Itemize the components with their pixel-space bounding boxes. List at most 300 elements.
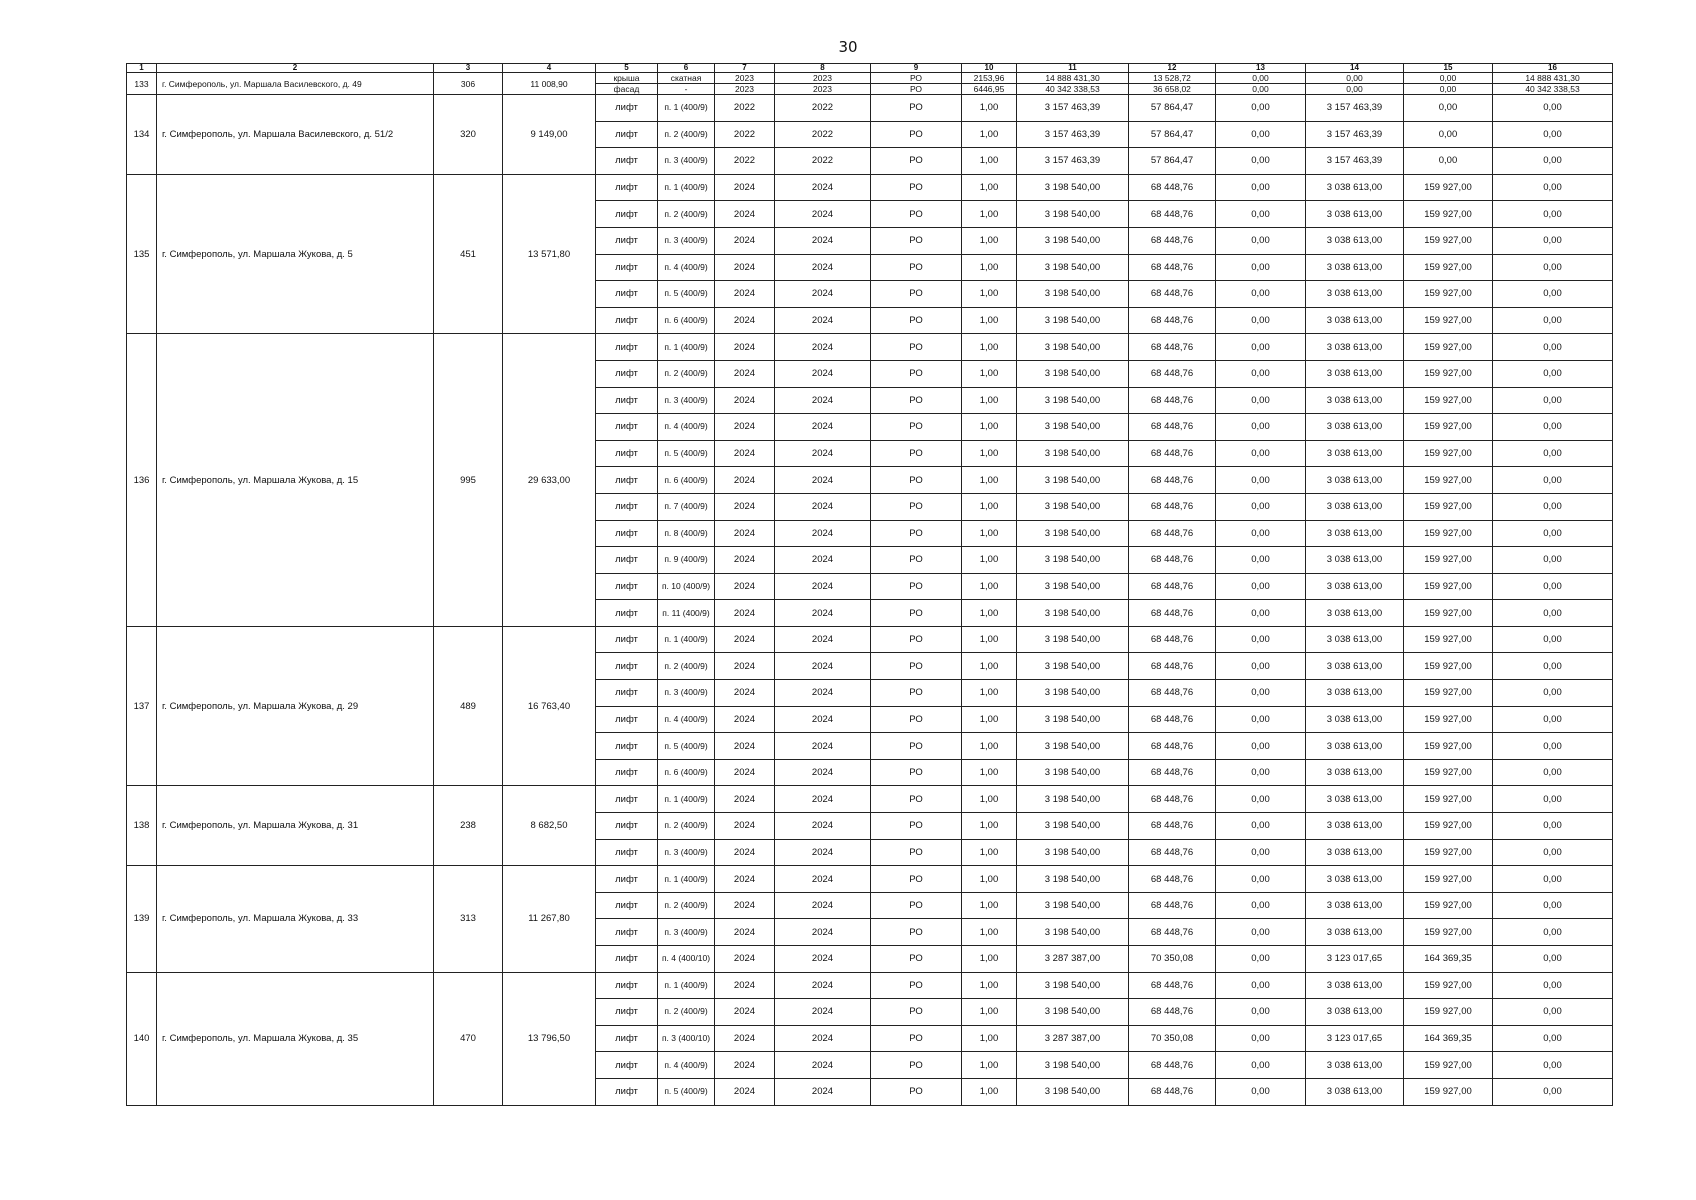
fund-cell: 3 038 613,00 <box>1306 254 1404 281</box>
fund-cell: 3 038 613,00 <box>1306 307 1404 334</box>
unit-cost-cell: 36 658,02 <box>1129 84 1216 95</box>
fund-cell: 159 927,00 <box>1404 653 1493 680</box>
total-cost-cell: 3 157 463,39 <box>1017 148 1129 175</box>
fund-cell: 3 038 613,00 <box>1306 360 1404 387</box>
entrance-cell: скатная <box>658 73 715 84</box>
fund-cell: 0,00 <box>1493 706 1613 733</box>
year-end-cell: 2022 <box>775 95 871 122</box>
total-cost-cell: 3 198 540,00 <box>1017 573 1129 600</box>
year-start-cell: 2024 <box>715 759 775 786</box>
fund-cell: 0,00 <box>1493 759 1613 786</box>
fund-cell: 0,00 <box>1216 414 1306 441</box>
year-start-cell: 2024 <box>715 547 775 574</box>
residents-cell: 451 <box>434 174 503 334</box>
fund-cell: 0,00 <box>1493 999 1613 1026</box>
entrance-cell: п. 5 (400/9) <box>658 440 715 467</box>
area-cell: 16 763,40 <box>503 626 596 786</box>
year-end-cell: 2024 <box>775 440 871 467</box>
method-cell: РО <box>871 84 962 95</box>
fund-cell: 0,00 <box>1404 84 1493 95</box>
year-end-cell: 2024 <box>775 201 871 228</box>
entrance-cell: п. 3 (400/9) <box>658 919 715 946</box>
method-cell: РО <box>871 334 962 361</box>
fund-cell: 3 038 613,00 <box>1306 919 1404 946</box>
total-cost-cell: 3 198 540,00 <box>1017 467 1129 494</box>
fund-cell: 0,00 <box>1216 121 1306 148</box>
volume-cell: 1,00 <box>962 493 1017 520</box>
table-row <box>127 626 1613 653</box>
method-cell: РО <box>871 73 962 84</box>
fund-cell: 159 927,00 <box>1404 440 1493 467</box>
fund-cell: 3 038 613,00 <box>1306 493 1404 520</box>
year-end-cell: 2024 <box>775 467 871 494</box>
fund-cell: 0,00 <box>1216 946 1306 973</box>
entrance-cell: п. 2 (400/9) <box>658 360 715 387</box>
method-cell: РО <box>871 414 962 441</box>
entrance-cell: п. 5 (400/9) <box>658 733 715 760</box>
fund-cell: 3 038 613,00 <box>1306 174 1404 201</box>
volume-cell: 1,00 <box>962 1052 1017 1079</box>
fund-cell: 159 927,00 <box>1404 254 1493 281</box>
fund-cell: 0,00 <box>1493 467 1613 494</box>
fund-cell: 0,00 <box>1216 281 1306 308</box>
total-cost-cell: 3 198 540,00 <box>1017 281 1129 308</box>
method-cell: РО <box>871 95 962 122</box>
unit-cost-cell: 57 864,47 <box>1129 95 1216 122</box>
fund-cell: 0,00 <box>1216 759 1306 786</box>
fund-cell: 0,00 <box>1216 866 1306 893</box>
method-cell: РО <box>871 281 962 308</box>
fund-cell: 0,00 <box>1216 440 1306 467</box>
address-cell: г. Симферополь, ул. Маршала Василевского, д. 49 <box>157 73 434 95</box>
volume-cell: 1,00 <box>962 254 1017 281</box>
unit-cost-cell: 68 448,76 <box>1129 1052 1216 1079</box>
fund-cell: 0,00 <box>1493 733 1613 760</box>
table-row <box>127 73 1613 84</box>
fund-cell: 3 038 613,00 <box>1306 733 1404 760</box>
table-body <box>127 73 1613 1106</box>
fund-cell: 3 038 613,00 <box>1306 653 1404 680</box>
fund-cell: 0,00 <box>1216 227 1306 254</box>
year-end-cell: 2024 <box>775 520 871 547</box>
method-cell: РО <box>871 201 962 228</box>
method-cell: РО <box>871 174 962 201</box>
fund-cell: 0,00 <box>1493 387 1613 414</box>
fund-cell: 0,00 <box>1493 547 1613 574</box>
fund-cell: 3 038 613,00 <box>1306 999 1404 1026</box>
fund-cell: 0,00 <box>1216 813 1306 840</box>
volume-cell: 1,00 <box>962 919 1017 946</box>
fund-cell: 0,00 <box>1216 73 1306 84</box>
table-header <box>127 64 1613 73</box>
year-start-cell: 2022 <box>715 121 775 148</box>
year-start-cell: 2024 <box>715 1052 775 1079</box>
column-header: 4 <box>503 64 596 73</box>
volume-cell: 1,00 <box>962 892 1017 919</box>
fund-cell: 3 038 613,00 <box>1306 972 1404 999</box>
method-cell: РО <box>871 759 962 786</box>
year-end-cell: 2024 <box>775 999 871 1026</box>
fund-cell: 0,00 <box>1493 95 1613 122</box>
unit-cost-cell: 68 448,76 <box>1129 600 1216 627</box>
method-cell: РО <box>871 733 962 760</box>
residents-cell: 313 <box>434 866 503 972</box>
table-row <box>127 786 1613 813</box>
column-header: 13 <box>1216 64 1306 73</box>
entrance-cell: п. 3 (400/9) <box>658 839 715 866</box>
entrance-cell: п. 3 (400/9) <box>658 387 715 414</box>
fund-cell: 0,00 <box>1493 680 1613 707</box>
unit-cost-cell: 70 350,08 <box>1129 1025 1216 1052</box>
total-cost-cell: 3 198 540,00 <box>1017 706 1129 733</box>
volume-cell: 1,00 <box>962 201 1017 228</box>
unit-cost-cell: 68 448,76 <box>1129 680 1216 707</box>
address-cell: г. Симферополь, ул. Маршала Жукова, д. 31 <box>157 786 434 866</box>
unit-cost-cell: 68 448,76 <box>1129 653 1216 680</box>
row-number-cell: 135 <box>127 174 157 334</box>
row-number-cell: 140 <box>127 972 157 1105</box>
entrance-cell: п. 1 (400/9) <box>658 866 715 893</box>
year-start-cell: 2024 <box>715 467 775 494</box>
fund-cell: 159 927,00 <box>1404 227 1493 254</box>
address-cell: г. Симферополь, ул. Маршала Жукова, д. 15 <box>157 334 434 627</box>
total-cost-cell: 40 342 338,53 <box>1017 84 1129 95</box>
year-start-cell: 2024 <box>715 600 775 627</box>
year-start-cell: 2024 <box>715 387 775 414</box>
fund-cell: 159 927,00 <box>1404 813 1493 840</box>
fund-cell: 0,00 <box>1216 600 1306 627</box>
total-cost-cell: 3 198 540,00 <box>1017 1052 1129 1079</box>
work-type-cell: лифт <box>596 972 658 999</box>
entrance-cell: п. 6 (400/9) <box>658 759 715 786</box>
repair-registry-table <box>126 63 1613 1106</box>
work-type-cell: лифт <box>596 680 658 707</box>
fund-cell: 159 927,00 <box>1404 972 1493 999</box>
column-header: 8 <box>775 64 871 73</box>
year-end-cell: 2024 <box>775 281 871 308</box>
total-cost-cell: 3 198 540,00 <box>1017 174 1129 201</box>
year-start-cell: 2024 <box>715 813 775 840</box>
column-header: 1 <box>127 64 157 73</box>
volume-cell: 1,00 <box>962 759 1017 786</box>
method-cell: РО <box>871 440 962 467</box>
year-end-cell: 2024 <box>775 866 871 893</box>
year-end-cell: 2024 <box>775 786 871 813</box>
unit-cost-cell: 68 448,76 <box>1129 334 1216 361</box>
unit-cost-cell: 68 448,76 <box>1129 387 1216 414</box>
fund-cell: 159 927,00 <box>1404 334 1493 361</box>
unit-cost-cell: 68 448,76 <box>1129 1078 1216 1105</box>
year-end-cell: 2024 <box>775 334 871 361</box>
work-type-cell: лифт <box>596 626 658 653</box>
total-cost-cell: 3 198 540,00 <box>1017 227 1129 254</box>
fund-cell: 0,00 <box>1493 121 1613 148</box>
volume-cell: 1,00 <box>962 227 1017 254</box>
method-cell: РО <box>871 999 962 1026</box>
total-cost-cell: 3 198 540,00 <box>1017 733 1129 760</box>
year-end-cell: 2023 <box>775 73 871 84</box>
work-type-cell: лифт <box>596 573 658 600</box>
volume-cell: 1,00 <box>962 866 1017 893</box>
entrance-cell: п. 4 (400/9) <box>658 1052 715 1079</box>
fund-cell: 3 038 613,00 <box>1306 786 1404 813</box>
work-type-cell: лифт <box>596 706 658 733</box>
year-start-cell: 2024 <box>715 281 775 308</box>
year-end-cell: 2024 <box>775 1078 871 1105</box>
fund-cell: 0,00 <box>1216 573 1306 600</box>
fund-cell: 164 369,35 <box>1404 1025 1493 1052</box>
total-cost-cell: 3 198 540,00 <box>1017 919 1129 946</box>
unit-cost-cell: 68 448,76 <box>1129 999 1216 1026</box>
fund-cell: 0,00 <box>1493 493 1613 520</box>
fund-cell: 3 123 017,65 <box>1306 1025 1404 1052</box>
year-start-cell: 2024 <box>715 786 775 813</box>
total-cost-cell: 3 198 540,00 <box>1017 866 1129 893</box>
work-type-cell: лифт <box>596 467 658 494</box>
column-header: 7 <box>715 64 775 73</box>
row-number-cell: 136 <box>127 334 157 627</box>
table-row <box>127 174 1613 201</box>
unit-cost-cell: 68 448,76 <box>1129 866 1216 893</box>
total-cost-cell: 3 198 540,00 <box>1017 493 1129 520</box>
year-end-cell: 2024 <box>775 706 871 733</box>
fund-cell: 3 038 613,00 <box>1306 626 1404 653</box>
year-start-cell: 2024 <box>715 440 775 467</box>
column-header: 6 <box>658 64 715 73</box>
year-start-cell: 2023 <box>715 73 775 84</box>
fund-cell: 0,00 <box>1493 520 1613 547</box>
fund-cell: 159 927,00 <box>1404 919 1493 946</box>
volume-cell: 1,00 <box>962 706 1017 733</box>
row-number-cell: 138 <box>127 786 157 866</box>
fund-cell: 3 038 613,00 <box>1306 547 1404 574</box>
year-start-cell: 2024 <box>715 307 775 334</box>
fund-cell: 0,00 <box>1493 440 1613 467</box>
work-type-cell: лифт <box>596 201 658 228</box>
unit-cost-cell: 68 448,76 <box>1129 813 1216 840</box>
address-cell: г. Симферополь, ул. Маршала Жукова, д. 5 <box>157 174 434 334</box>
fund-cell: 0,00 <box>1216 680 1306 707</box>
fund-cell: 159 927,00 <box>1404 573 1493 600</box>
year-end-cell: 2024 <box>775 626 871 653</box>
year-end-cell: 2024 <box>775 919 871 946</box>
entrance-cell: п. 4 (400/9) <box>658 254 715 281</box>
year-end-cell: 2024 <box>775 972 871 999</box>
unit-cost-cell: 68 448,76 <box>1129 972 1216 999</box>
row-number-cell: 137 <box>127 626 157 786</box>
fund-cell: 0,00 <box>1493 813 1613 840</box>
fund-cell: 0,00 <box>1404 73 1493 84</box>
volume-cell: 1,00 <box>962 307 1017 334</box>
work-type-cell: лифт <box>596 866 658 893</box>
year-start-cell: 2024 <box>715 706 775 733</box>
fund-cell: 0,00 <box>1493 227 1613 254</box>
fund-cell: 159 927,00 <box>1404 600 1493 627</box>
total-cost-cell: 3 198 540,00 <box>1017 626 1129 653</box>
fund-cell: 3 038 613,00 <box>1306 866 1404 893</box>
entrance-cell: п. 1 (400/9) <box>658 786 715 813</box>
year-start-cell: 2024 <box>715 919 775 946</box>
volume-cell: 1,00 <box>962 733 1017 760</box>
unit-cost-cell: 68 448,76 <box>1129 547 1216 574</box>
year-start-cell: 2024 <box>715 493 775 520</box>
total-cost-cell: 3 287 387,00 <box>1017 1025 1129 1052</box>
fund-cell: 3 038 613,00 <box>1306 334 1404 361</box>
total-cost-cell: 3 198 540,00 <box>1017 440 1129 467</box>
entrance-cell: п. 1 (400/9) <box>658 972 715 999</box>
fund-cell: 0,00 <box>1493 174 1613 201</box>
year-end-cell: 2024 <box>775 547 871 574</box>
volume-cell: 1,00 <box>962 946 1017 973</box>
year-start-cell: 2024 <box>715 866 775 893</box>
fund-cell: 159 927,00 <box>1404 467 1493 494</box>
year-start-cell: 2024 <box>715 999 775 1026</box>
volume-cell: 1,00 <box>962 387 1017 414</box>
fund-cell: 0,00 <box>1216 653 1306 680</box>
work-type-cell: лифт <box>596 1078 658 1105</box>
work-type-cell: лифт <box>596 148 658 175</box>
method-cell: РО <box>871 839 962 866</box>
entrance-cell: п. 3 (400/9) <box>658 148 715 175</box>
fund-cell: 159 927,00 <box>1404 360 1493 387</box>
entrance-cell: п. 1 (400/9) <box>658 95 715 122</box>
year-end-cell: 2022 <box>775 148 871 175</box>
entrance-cell: п. 6 (400/9) <box>658 467 715 494</box>
fund-cell: 0,00 <box>1493 1078 1613 1105</box>
method-cell: РО <box>871 892 962 919</box>
fund-cell: 3 038 613,00 <box>1306 281 1404 308</box>
entrance-cell: п. 7 (400/9) <box>658 493 715 520</box>
year-start-cell: 2024 <box>715 653 775 680</box>
year-end-cell: 2024 <box>775 680 871 707</box>
volume-cell: 1,00 <box>962 626 1017 653</box>
work-type-cell: лифт <box>596 1025 658 1052</box>
fund-cell: 3 038 613,00 <box>1306 520 1404 547</box>
unit-cost-cell: 68 448,76 <box>1129 414 1216 441</box>
work-type-cell: лифт <box>596 440 658 467</box>
volume-cell: 1,00 <box>962 600 1017 627</box>
unit-cost-cell: 68 448,76 <box>1129 892 1216 919</box>
total-cost-cell: 3 198 540,00 <box>1017 520 1129 547</box>
year-start-cell: 2024 <box>715 733 775 760</box>
unit-cost-cell: 68 448,76 <box>1129 919 1216 946</box>
column-header: 12 <box>1129 64 1216 73</box>
volume-cell: 1,00 <box>962 281 1017 308</box>
work-type-cell: лифт <box>596 493 658 520</box>
fund-cell: 0,00 <box>1493 866 1613 893</box>
residents-cell: 320 <box>434 95 503 175</box>
residents-cell: 489 <box>434 626 503 786</box>
fund-cell: 0,00 <box>1216 999 1306 1026</box>
method-cell: РО <box>871 227 962 254</box>
fund-cell: 3 038 613,00 <box>1306 600 1404 627</box>
total-cost-cell: 3 198 540,00 <box>1017 201 1129 228</box>
work-type-cell: лифт <box>596 813 658 840</box>
fund-cell: 159 927,00 <box>1404 706 1493 733</box>
total-cost-cell: 3 287 387,00 <box>1017 946 1129 973</box>
fund-cell: 164 369,35 <box>1404 946 1493 973</box>
total-cost-cell: 3 198 540,00 <box>1017 414 1129 441</box>
fund-cell: 3 157 463,39 <box>1306 121 1404 148</box>
entrance-cell: п. 2 (400/9) <box>658 653 715 680</box>
method-cell: РО <box>871 1078 962 1105</box>
fund-cell: 0,00 <box>1493 626 1613 653</box>
unit-cost-cell: 68 448,76 <box>1129 360 1216 387</box>
fund-cell: 0,00 <box>1404 148 1493 175</box>
method-cell: РО <box>871 148 962 175</box>
residents-cell: 306 <box>434 73 503 95</box>
row-number-cell: 134 <box>127 95 157 175</box>
year-end-cell: 2024 <box>775 573 871 600</box>
area-cell: 9 149,00 <box>503 95 596 175</box>
work-type-cell: лифт <box>596 919 658 946</box>
work-type-cell: лифт <box>596 95 658 122</box>
year-start-cell: 2024 <box>715 360 775 387</box>
method-cell: РО <box>871 946 962 973</box>
entrance-cell: п. 2 (400/9) <box>658 813 715 840</box>
method-cell: РО <box>871 866 962 893</box>
fund-cell: 0,00 <box>1216 84 1306 95</box>
unit-cost-cell: 68 448,76 <box>1129 786 1216 813</box>
method-cell: РО <box>871 121 962 148</box>
entrance-cell: п. 4 (400/9) <box>658 414 715 441</box>
unit-cost-cell: 68 448,76 <box>1129 493 1216 520</box>
fund-cell: 0,00 <box>1216 839 1306 866</box>
method-cell: РО <box>871 653 962 680</box>
volume-cell: 1,00 <box>962 467 1017 494</box>
method-cell: РО <box>871 547 962 574</box>
work-type-cell: лифт <box>596 307 658 334</box>
total-cost-cell: 3 198 540,00 <box>1017 1078 1129 1105</box>
fund-cell: 159 927,00 <box>1404 1052 1493 1079</box>
fund-cell: 0,00 <box>1493 946 1613 973</box>
fund-cell: 3 038 613,00 <box>1306 573 1404 600</box>
fund-cell: 3 038 613,00 <box>1306 227 1404 254</box>
fund-cell: 0,00 <box>1493 414 1613 441</box>
fund-cell: 0,00 <box>1216 733 1306 760</box>
work-type-cell: лифт <box>596 759 658 786</box>
fund-cell: 159 927,00 <box>1404 626 1493 653</box>
volume-cell: 1,00 <box>962 653 1017 680</box>
fund-cell: 0,00 <box>1493 254 1613 281</box>
entrance-cell: п. 6 (400/9) <box>658 307 715 334</box>
entrance-cell: п. 3 (400/9) <box>658 680 715 707</box>
fund-cell: 0,00 <box>1216 547 1306 574</box>
fund-cell: 0,00 <box>1493 307 1613 334</box>
fund-cell: 3 157 463,39 <box>1306 95 1404 122</box>
method-cell: РО <box>871 387 962 414</box>
column-header: 11 <box>1017 64 1129 73</box>
column-header: 5 <box>596 64 658 73</box>
fund-cell: 0,00 <box>1216 626 1306 653</box>
unit-cost-cell: 68 448,76 <box>1129 307 1216 334</box>
entrance-cell: п. 11 (400/9) <box>658 600 715 627</box>
unit-cost-cell: 68 448,76 <box>1129 520 1216 547</box>
unit-cost-cell: 68 448,76 <box>1129 281 1216 308</box>
fund-cell: 0,00 <box>1216 201 1306 228</box>
unit-cost-cell: 68 448,76 <box>1129 440 1216 467</box>
method-cell: РО <box>871 626 962 653</box>
total-cost-cell: 3 198 540,00 <box>1017 547 1129 574</box>
year-end-cell: 2024 <box>775 360 871 387</box>
fund-cell: 3 038 613,00 <box>1306 892 1404 919</box>
unit-cost-cell: 68 448,76 <box>1129 254 1216 281</box>
table-row <box>127 95 1613 122</box>
address-cell: г. Симферополь, ул. Маршала Жукова, д. 35 <box>157 972 434 1105</box>
year-start-cell: 2024 <box>715 254 775 281</box>
total-cost-cell: 3 198 540,00 <box>1017 307 1129 334</box>
fund-cell: 0,00 <box>1216 307 1306 334</box>
